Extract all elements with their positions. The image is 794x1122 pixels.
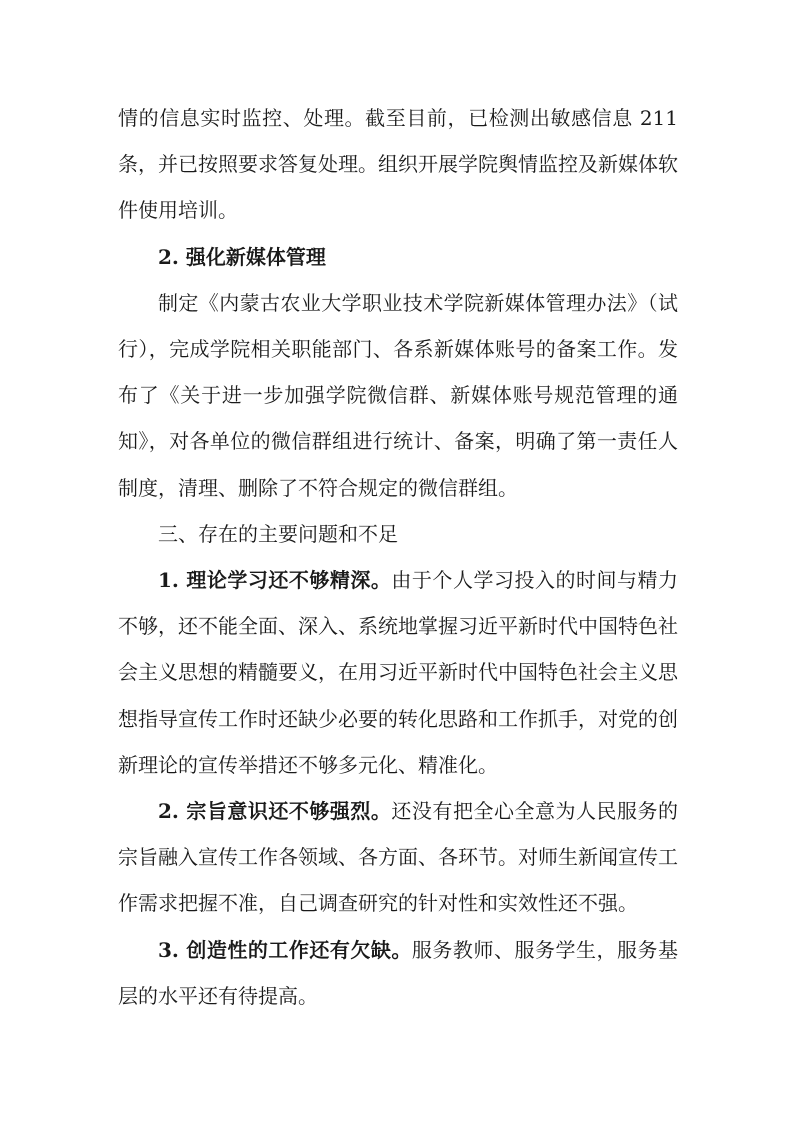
document-body [118,95,678,1019]
paragraph-problem-2 [118,788,678,927]
problem-2-text: 还没有把全心全意为人民服务的宗旨融入宣传工作各领域、各方面、各环节。对师生新闻宣传工作需求把握不准，自己调查研究的针对性和实效性还不强。 [118,799,679,916]
problem-1-text: 由于个人学习投入的时间与精力不够，还不能全面、深入、系统地掌握习近平新时代中国特色社会主义思想的精髓要义，在用习近平新时代中国特色社会主义思想指导宣传工作时还缺少必要的转化思路和工作抓手，对党的创新理论的宣传举措还不够多元化、精准化。 [118,568,679,777]
paragraph-new-media-management: 制定《内蒙古农业大学职业技术学院新媒体管理办法》（试行），完成学院相关职能部门、各系新媒体账号的备案工作。发布了《关于进一步加强学院微信群、新媒体账号规范管理的通知》，对各单位的微信群组进行统计、备案，明确了第一责任人制度，清理、删除了不符合规定的微信群组。 [118,290,678,500]
subheading-new-media-management: 2. 强化新媒体管理 [158,244,326,269]
problem-1-title: 1. 理论学习还不够精深。 [158,568,392,593]
paragraph-problem-3 [118,927,678,1019]
problem-2-title: 2. 宗旨意识还不够强烈。 [158,799,392,824]
continued-paragraph: 情的信息实时监控、处理。截至目前，已检测出敏感信息 211 条，并已按照要求答复处理。组织开展学院舆情监控及新媒体软件使用培训。 [118,106,678,223]
paragraph-problem-1 [118,557,678,788]
problem-3-title: 3. 创造性的工作还有欠缺。 [158,937,412,962]
section-heading-problems: 三、存在的主要问题和不足 [158,521,398,546]
problem-3-text: 服务教师、服务学生，服务基层的水平还有待提高。 [118,937,678,1008]
